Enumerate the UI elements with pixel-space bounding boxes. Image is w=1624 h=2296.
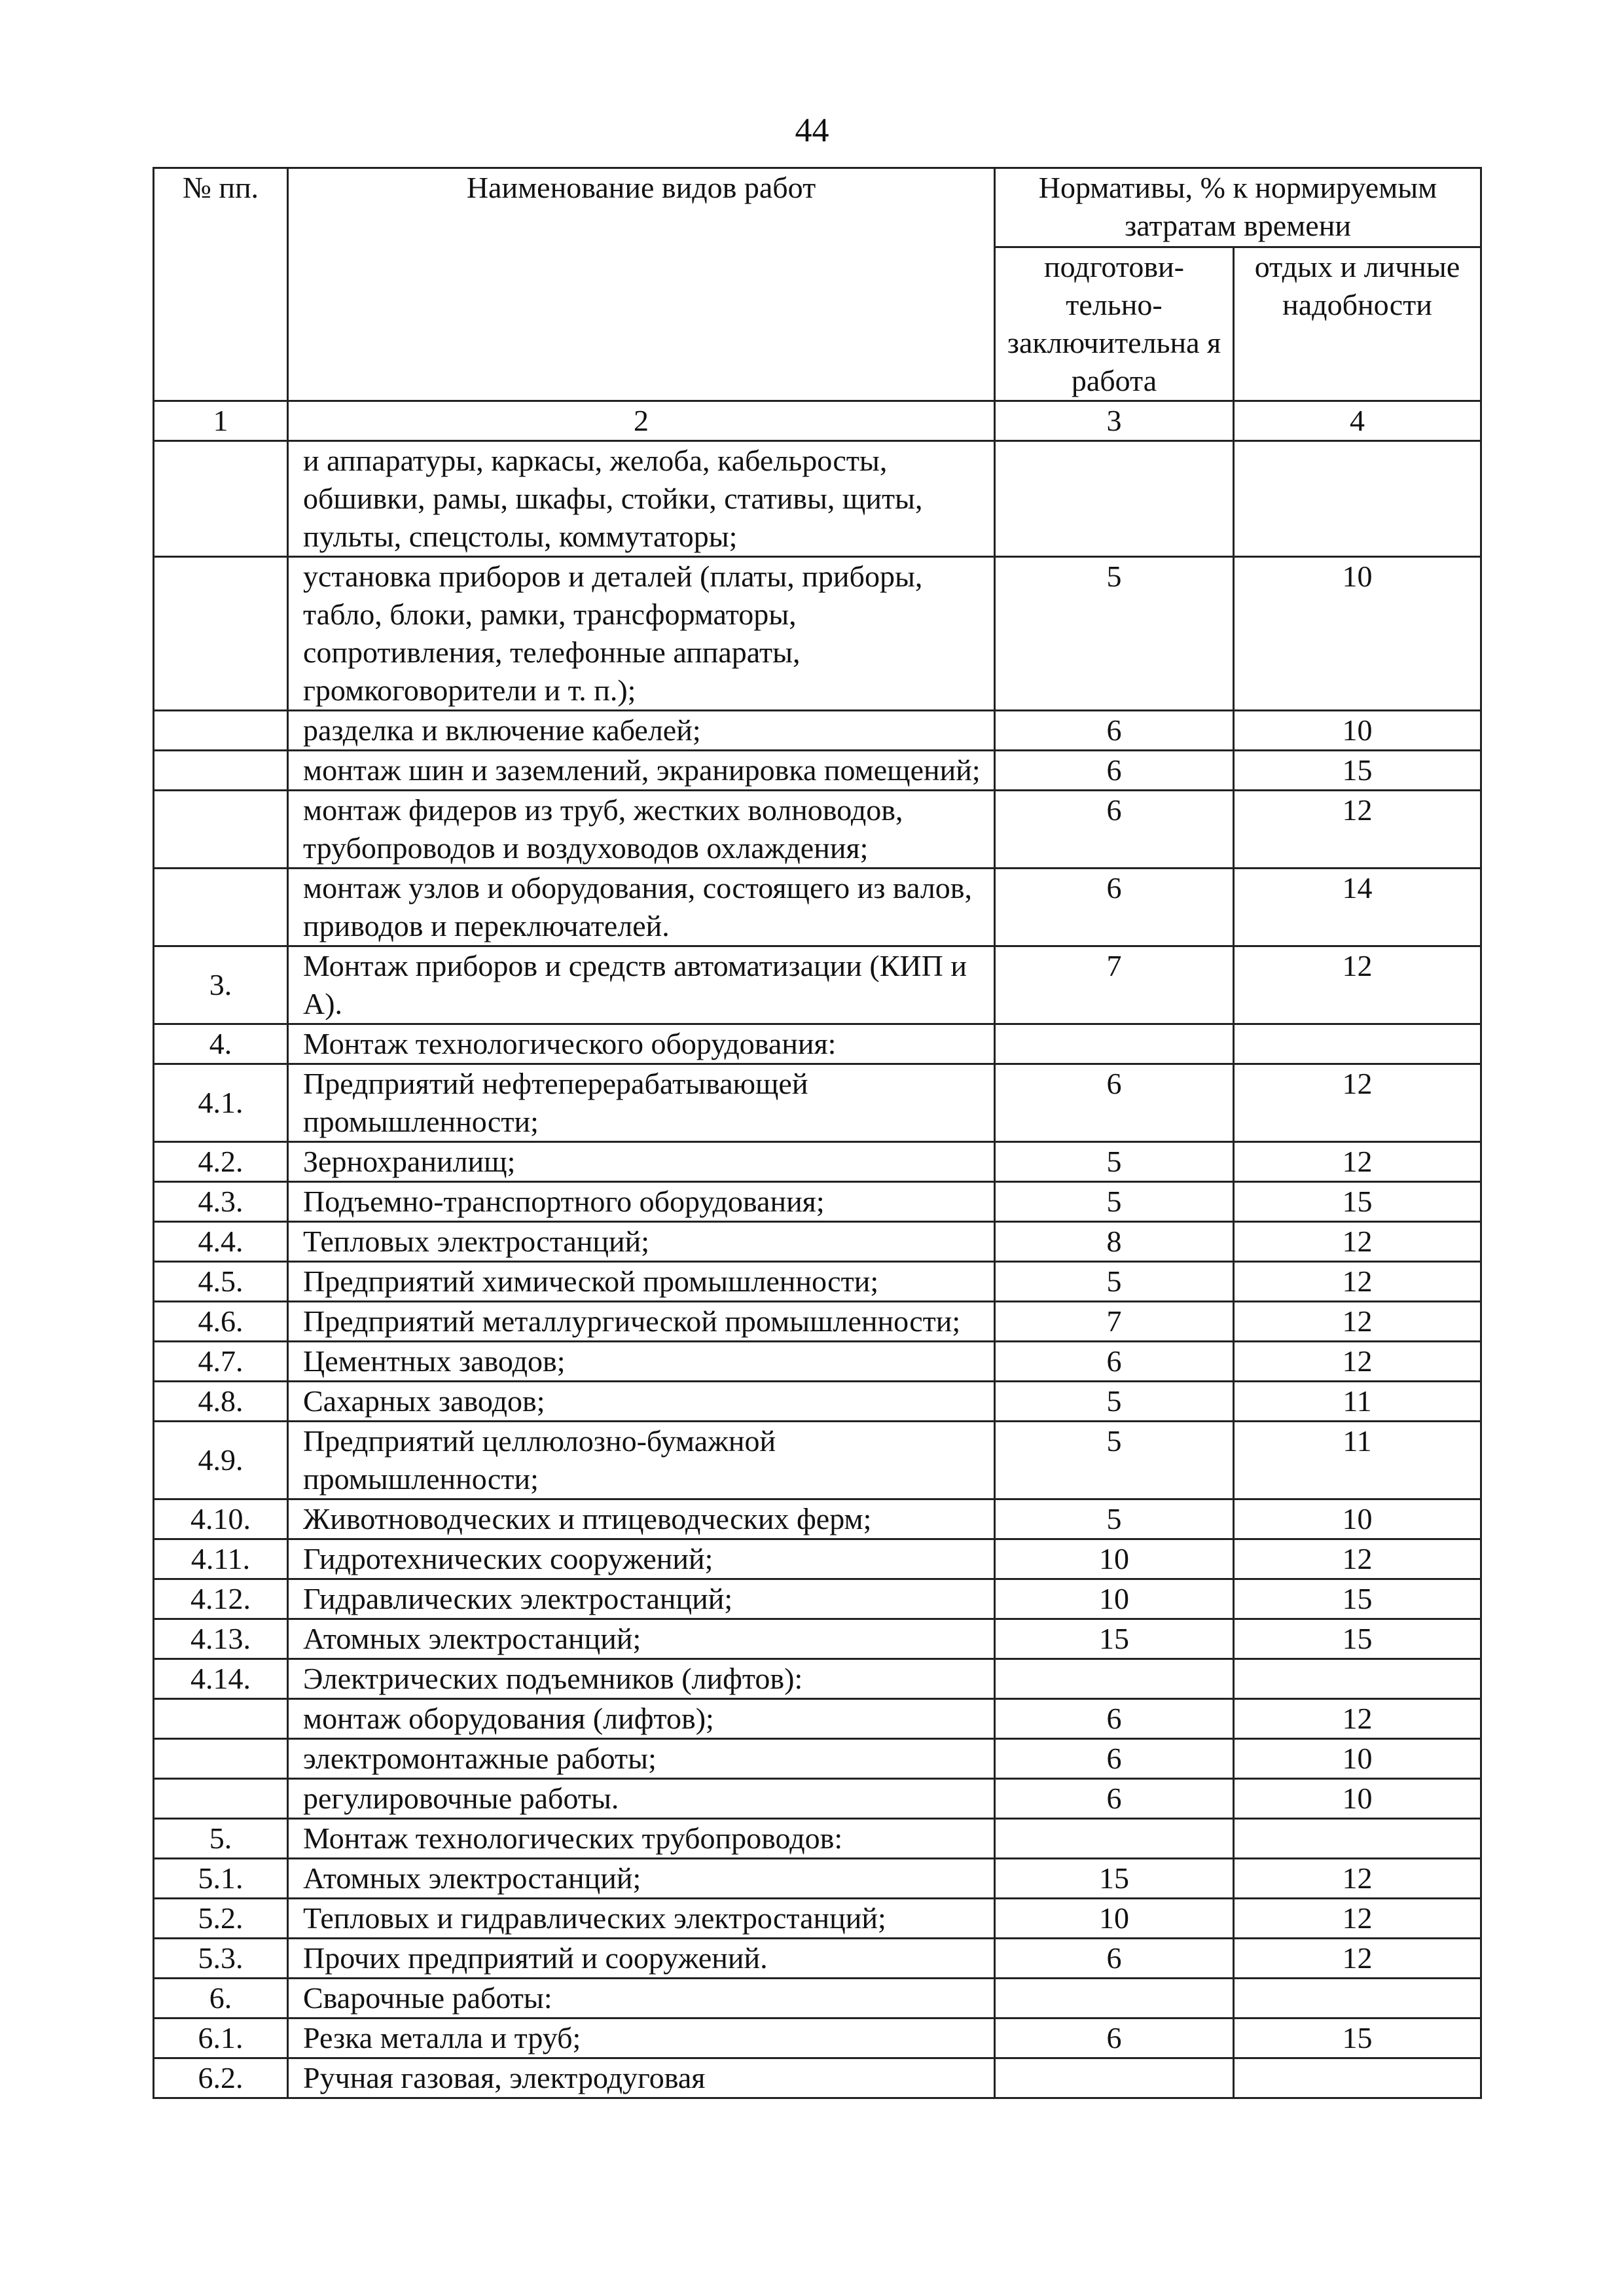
row-rest-value: 15	[1234, 1619, 1481, 1659]
table-row	[154, 1779, 1481, 1819]
row-rest-value: 12	[1234, 1222, 1481, 1262]
row-rest-value: 12	[1234, 1342, 1481, 1382]
row-name: Предприятий целлюлозно-бумажной промышленности;	[288, 1422, 995, 1499]
row-number	[154, 441, 288, 557]
table-row	[154, 1382, 1481, 1422]
table-row	[154, 1142, 1481, 1182]
row-rest-value: 12	[1234, 1142, 1481, 1182]
row-number: 4.5.	[154, 1262, 288, 1302]
row-name: Резка металла и труб;	[288, 2018, 995, 2058]
row-number: 4.1.	[154, 1064, 288, 1142]
row-number	[154, 791, 288, 869]
row-rest-value: 10	[1234, 1779, 1481, 1819]
table-row	[154, 946, 1481, 1024]
row-name: Атомных электростанций;	[288, 1619, 995, 1659]
row-rest-value: 10	[1234, 557, 1481, 711]
table-row	[154, 1302, 1481, 1342]
row-name: регулировочные работы.	[288, 1779, 995, 1819]
row-name: Зернохранилищ;	[288, 1142, 995, 1182]
row-prep-value: 6	[995, 1699, 1234, 1739]
row-prep-value: 5	[995, 1262, 1234, 1302]
header-col-norms: Нормативы, % к нормируемым затратам времени	[995, 168, 1481, 247]
row-prep-value	[995, 441, 1234, 557]
row-name: Предприятий химической промышленности;	[288, 1262, 995, 1302]
table-row	[154, 2018, 1481, 2058]
row-name: монтаж оборудования (лифтов);	[288, 1699, 995, 1739]
table-row	[154, 1619, 1481, 1659]
row-prep-value: 6	[995, 2018, 1234, 2058]
row-prep-value	[995, 1979, 1234, 2018]
row-number: 4.4.	[154, 1222, 288, 1262]
row-prep-value: 15	[995, 1619, 1234, 1659]
row-rest-value	[1234, 1024, 1481, 1064]
row-name: Животноводческих и птицеводческих ферм;	[288, 1499, 995, 1539]
header-num-3: 3	[995, 401, 1234, 441]
row-name: разделка и включение кабелей;	[288, 711, 995, 751]
row-rest-value: 11	[1234, 1422, 1481, 1499]
row-rest-value: 10	[1234, 1499, 1481, 1539]
table-row	[154, 1539, 1481, 1579]
row-number: 4.6.	[154, 1302, 288, 1342]
row-rest-value	[1234, 1659, 1481, 1699]
table-row	[154, 751, 1481, 791]
row-prep-value: 6	[995, 1739, 1234, 1779]
row-rest-value: 15	[1234, 1182, 1481, 1222]
row-number	[154, 869, 288, 946]
row-number: 4.14.	[154, 1659, 288, 1699]
row-prep-value	[995, 1024, 1234, 1064]
row-prep-value: 15	[995, 1859, 1234, 1899]
row-name: Подъемно-транспортного оборудования;	[288, 1182, 995, 1222]
row-name: Гидротехнических сооружений;	[288, 1539, 995, 1579]
row-prep-value: 5	[995, 1499, 1234, 1539]
row-rest-value: 11	[1234, 1382, 1481, 1422]
row-number: 5.1.	[154, 1859, 288, 1899]
row-name: электромонтажные работы;	[288, 1739, 995, 1779]
table-row	[154, 441, 1481, 557]
row-number	[154, 751, 288, 791]
row-name: Предприятий металлургической промышленности;	[288, 1302, 995, 1342]
row-number: 4.12.	[154, 1579, 288, 1619]
row-rest-value: 15	[1234, 751, 1481, 791]
row-rest-value: 10	[1234, 711, 1481, 751]
row-prep-value: 6	[995, 1064, 1234, 1142]
row-number: 5.	[154, 1819, 288, 1859]
row-rest-value: 15	[1234, 2018, 1481, 2058]
row-number: 3.	[154, 946, 288, 1024]
row-name: Цементных заводов;	[288, 1342, 995, 1382]
row-rest-value: 12	[1234, 946, 1481, 1024]
header-col-num: № пп.	[154, 168, 288, 401]
row-name: и аппаратуры, каркасы, желоба, кабельросты, обшивки, рамы, шкафы, стойки, стативы, щиты, пульты, спецстолы, коммутаторы;	[288, 441, 995, 557]
table-row	[154, 1499, 1481, 1539]
table-row	[154, 791, 1481, 869]
row-rest-value: 12	[1234, 1859, 1481, 1899]
row-rest-value: 12	[1234, 1064, 1481, 1142]
row-name: Гидравлических электростанций;	[288, 1579, 995, 1619]
row-name: Ручная газовая, электродуговая	[288, 2058, 995, 2098]
row-rest-value: 12	[1234, 791, 1481, 869]
row-prep-value: 6	[995, 1342, 1234, 1382]
row-number: 6.	[154, 1979, 288, 2018]
row-prep-value: 6	[995, 711, 1234, 751]
row-prep-value	[995, 2058, 1234, 2098]
row-prep-value: 8	[995, 1222, 1234, 1262]
row-prep-value: 6	[995, 1939, 1234, 1979]
table-row	[154, 1899, 1481, 1939]
row-name: Электрических подъемников (лифтов):	[288, 1659, 995, 1699]
row-prep-value: 10	[995, 1899, 1234, 1939]
row-name: монтаж шин и заземлений, экранировка помещений;	[288, 751, 995, 791]
row-rest-value: 10	[1234, 1739, 1481, 1779]
table-row	[154, 1819, 1481, 1859]
row-prep-value: 5	[995, 1182, 1234, 1222]
table-row	[154, 1699, 1481, 1739]
table-row	[154, 1342, 1481, 1382]
row-rest-value: 12	[1234, 1699, 1481, 1739]
row-rest-value: 12	[1234, 1539, 1481, 1579]
row-name: Прочих предприятий и сооружений.	[288, 1939, 995, 1979]
row-rest-value	[1234, 1979, 1481, 2018]
row-number: 4.2.	[154, 1142, 288, 1182]
row-name: монтаж узлов и оборудования, состоящего из валов, приводов и переключателей.	[288, 869, 995, 946]
row-number	[154, 557, 288, 711]
row-number: 6.1.	[154, 2018, 288, 2058]
table-row	[154, 1064, 1481, 1142]
table-row	[154, 2058, 1481, 2098]
row-number: 4.13.	[154, 1619, 288, 1659]
row-prep-value: 6	[995, 869, 1234, 946]
row-number	[154, 1699, 288, 1739]
row-number	[154, 711, 288, 751]
row-number: 4.8.	[154, 1382, 288, 1422]
table-body	[154, 441, 1481, 2098]
row-prep-value: 7	[995, 1302, 1234, 1342]
table-row	[154, 869, 1481, 946]
row-name: монтаж фидеров из труб, жестких волноводов, трубопроводов и воздуховодов охлаждения;	[288, 791, 995, 869]
table-row	[154, 1859, 1481, 1899]
row-prep-value: 5	[995, 557, 1234, 711]
row-prep-value: 5	[995, 1422, 1234, 1499]
row-prep-value: 6	[995, 1779, 1234, 1819]
row-prep-value: 5	[995, 1382, 1234, 1422]
page-number: 44	[795, 112, 829, 149]
row-name: Сварочные работы:	[288, 1979, 995, 2018]
row-rest-value: 12	[1234, 1302, 1481, 1342]
row-prep-value: 5	[995, 1142, 1234, 1182]
row-number: 5.2.	[154, 1899, 288, 1939]
row-prep-value	[995, 1819, 1234, 1859]
header-num-2: 2	[288, 401, 995, 441]
table-row	[154, 1979, 1481, 2018]
header-num-4: 4	[1234, 401, 1481, 441]
row-number: 4.9.	[154, 1422, 288, 1499]
header-num-1: 1	[154, 401, 288, 441]
row-number: 6.2.	[154, 2058, 288, 2098]
header-col-prep: подготови-тельно-заключительна я работа	[995, 247, 1234, 401]
row-prep-value: 6	[995, 751, 1234, 791]
row-name: Монтаж технологического оборудования:	[288, 1024, 995, 1064]
table-row	[154, 557, 1481, 711]
row-name: Атомных электростанций;	[288, 1859, 995, 1899]
table-row	[154, 1579, 1481, 1619]
row-name: Тепловых и гидравлических электростанций;	[288, 1899, 995, 1939]
row-rest-value: 15	[1234, 1579, 1481, 1619]
row-rest-value: 12	[1234, 1939, 1481, 1979]
row-rest-value	[1234, 2058, 1481, 2098]
table-row	[154, 1939, 1481, 1979]
row-number	[154, 1779, 288, 1819]
header-col-rest: отдых и личные надобности	[1234, 247, 1481, 401]
row-number: 4.11.	[154, 1539, 288, 1579]
norms-table	[153, 167, 1482, 2099]
table-row	[154, 1422, 1481, 1499]
header-col-name: Наименование видов работ	[288, 168, 995, 401]
row-number: 4.	[154, 1024, 288, 1064]
row-name: Монтаж приборов и средств автоматизации (КИП и А).	[288, 946, 995, 1024]
row-rest-value: 12	[1234, 1899, 1481, 1939]
row-prep-value: 10	[995, 1579, 1234, 1619]
row-prep-value: 7	[995, 946, 1234, 1024]
table-row	[154, 1739, 1481, 1779]
row-number: 5.3.	[154, 1939, 288, 1979]
row-name: установка приборов и деталей (платы, приборы, табло, блоки, рамки, трансформаторы, сопротивления, телефонные аппараты, громкоговорители и т. п.);	[288, 557, 995, 711]
row-number: 4.3.	[154, 1182, 288, 1222]
row-rest-value	[1234, 441, 1481, 557]
row-name: Тепловых электростанций;	[288, 1222, 995, 1262]
row-rest-value: 12	[1234, 1262, 1481, 1302]
row-name: Монтаж технологических трубопроводов:	[288, 1819, 995, 1859]
row-rest-value: 14	[1234, 869, 1481, 946]
table-row	[154, 1659, 1481, 1699]
row-prep-value	[995, 1659, 1234, 1699]
row-rest-value	[1234, 1819, 1481, 1859]
row-prep-value: 6	[995, 791, 1234, 869]
table-row	[154, 1222, 1481, 1262]
row-name: Предприятий нефтеперерабатывающей промышленности;	[288, 1064, 995, 1142]
table-row	[154, 711, 1481, 751]
row-prep-value: 10	[995, 1539, 1234, 1579]
row-number: 4.10.	[154, 1499, 288, 1539]
table-row	[154, 1024, 1481, 1064]
row-number	[154, 1739, 288, 1779]
table-row	[154, 1262, 1481, 1302]
row-name: Сахарных заводов;	[288, 1382, 995, 1422]
table-row	[154, 1182, 1481, 1222]
row-number: 4.7.	[154, 1342, 288, 1382]
